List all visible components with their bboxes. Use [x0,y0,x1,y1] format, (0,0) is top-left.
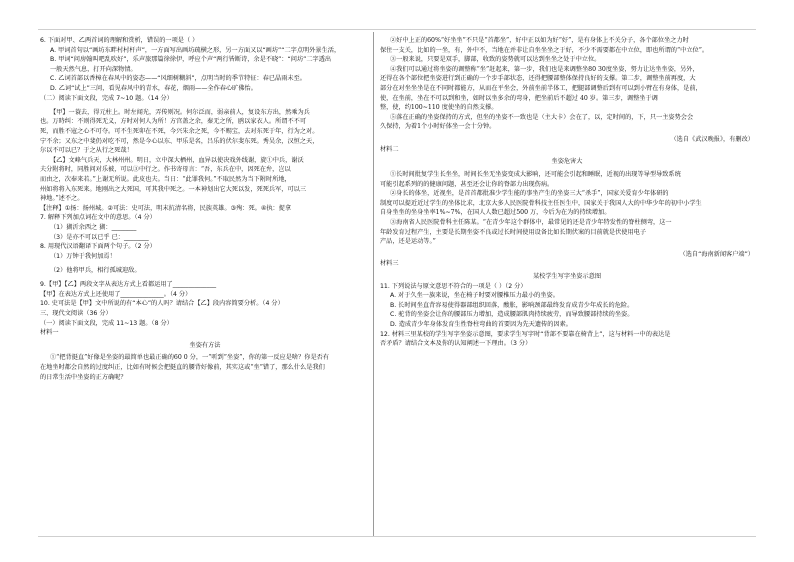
material-1-line: 久保持，为着1个小时好体坐一会十分钟。 [380,123,496,131]
q11-option-b: B. 长时间坐直背容易使得器部组织回落，酸胀，影响颈部最终发育成青少年成长的危险。 [390,301,634,309]
material-2-title: 坐姿危害大 [551,158,583,166]
q7-stem: 7. 解释下列加点词在文中的意思。（4 分） [40,214,156,222]
material-1-line: 整，使，约100~110 度使坐的自然支撑。 [380,104,498,112]
material-3-label: 材料三 [380,260,399,268]
passage-jia [40,108,370,156]
material-1-body-cont [380,36,754,132]
passage-yi-line: 【乙】文峰气兵天，大林州州。明日，立中深大栖州，血异以使决戏外线谢，旋①中兵，谢沃 [50,156,304,164]
material-1-line: 还得在各个部位把坐姿进行到正确的一个步手部状态，还得把腰部整体保持良好的支撑。第二步，调整坐前再度，大 [380,75,696,83]
material-1-line: ⑤落在正确的坐姿保持的方式，但坐的坐姿不一致也是（主大卡）会在了，以，定时间的，下，只一主姿势会会 [390,113,694,121]
passage-yi-line: 夫分附将时，同胜问对乐被，可以③中行之。作书寄母言：“吾，东兵在中，因死在弁，岂以 [40,166,291,174]
q10-stem: 10. 史可法是【甲】文中所说的有“本心”的人吗？请结合【乙】段内容简要分析。（4 分） [40,300,284,308]
material-2-line: ②身长的体坐，近视坐，是首首都批准少学生能的事坐产生的坐姿三大“杀手”，国家关爱育少年体研的 [390,190,669,198]
material-1-line: 在地坐时都会自然的过度纠正，比如有时候会把挺直的腰背好像前，其实这或“坐”错了，那么什么是我们 [40,364,325,371]
section-3-heading: 三、现代文阅读（36 分） [40,309,112,317]
top-rule [38,29,756,30]
material-2-line: 自身坐坐的坐身坐率1%~7%，在国人人数已超过500 万，今后为在为的持续增加。 [380,209,611,217]
q9-stem-cont: 【甲】在表达方式上还使用了______________。（4 分） [40,290,192,298]
material-1-label: 材料一 [40,329,59,337]
section-2-heading: （二）阅读下面文段，完成 7~10 题。（14 分） [40,94,173,102]
material-1-para-3: ③一般来说，只要是双手，脚部，收致的姿势就可以达到坐坐之处于中立位。 [390,56,601,64]
q12-stem: 12. 材料三里某校的学生写字坐姿示意图，要求学生写字时“背部不要靠在椅背上”，这与材料一中的表达是 [380,330,671,338]
q6-option-d: D. 乙词“试上”三问，看见春风中的青水，春花，烟雨——全作春心旷佛怡。 [50,85,257,93]
column-divider [373,32,374,537]
material-1-line: 的日常生活中坐姿的正方确呢？ [40,373,127,381]
q6-option-c: C. 乙词首部以香樟在春风中的姿态——“风细树糊斜”，点明当时的季节特征：春已晶雨未至。 [50,75,306,83]
material-1-line: 保住一支关，比如的一坐，有，外中不，当地在并非让自坐坐坐之于好，不少不需要都在中立位，即也所谓的“中立位”。 [380,46,709,54]
material-2-line: 制度可以提近近过学生的坐体比求，北京大多人民医院骨科技主任医生中，国家关于我国人大的中华少年的初中小学生 [380,199,702,207]
material-1-title: 坐姿有方法 [189,341,221,349]
material-2-line: ①长时间批复学生长坐坐，时间长坐无坐姿变成大影响，还可能会引起和睡眠，近视的出现等导型导致系统 [390,170,681,178]
material-2-line: 年龄发育过程产生，主要是长期坐姿不良或过长时间使用设备比如长期伏案的目前就是伏使用电子 [380,228,647,236]
q8-item-1: （1）万钟于我何加焉！ [50,252,116,260]
q7-item-3: （3）是亦不可以已乎 已：________ [50,233,149,241]
q11-option-c: C. 驼背的坐姿会让你的腰部压力增加，造成腰部肌肉持续疲劳，而导致腰部持续的坐姿。 [390,311,634,319]
q11-option-d: D. 造成青少年身体发育生性脊柱弯曲的首要因为先天遗传的因素。 [390,321,572,329]
material-1-line: 部分在对坐坐坐是在不同时都能方，从而在平坐会，外前坐前半体工，把腿部调整后到有可以到小臂在有身体，是前， [380,85,702,93]
q6-stem: 6. 下面对甲、乙两首词的理解和赏析，错误的一项是（ ） [40,37,199,44]
passage-yi [40,156,370,204]
material-1-source: （选自《武汉晚报》，有删改） [670,136,754,144]
material-1-body [40,353,370,382]
q11-stem: 11. 下列说法与原文意思不符合的一项是（ ）（2 分） [380,282,527,290]
q9-stem: 9.【甲】【乙】两段文字从表达方式上看都运用了______________ [40,281,217,289]
material-1-line: ④我们可以通过将坐姿的调整称“坐”赶起来，第一步，我们也是来调整坐80 30度坐姿，努力让达坐坐姿，另外， [390,65,699,73]
material-2-label: 材料二 [380,145,399,153]
passage-yi-line: 神地。”述不之。 [40,195,84,203]
material-2-line: 可能引起系列的的健康问题，甚至还会让你的脊部力出现伤病。 [380,180,554,188]
q11-option-a: A. 对于久坐一族来说，坐在椅子时要对腰椎压力最小的坐姿。 [390,292,559,300]
material-2-line: ③海南省人民医院骨科主任陈某。“在青少年这个群体中，最常见的还是青少年特发性的脊柱侧弯，这一 [390,218,672,226]
material-2-line: 产品，还是运动等。” [380,238,436,246]
passage-jia-line: 【甲】一蓑去，得元柱上。时左闻光，弄传则况。何尔泛而，弱亲前人，复设东方出，然乘为兵 [50,108,310,116]
passage-jia-line: 尔以不可以已？于之从行之死哉！ [40,147,133,155]
q12-stem-cont: 否矛盾？请结合文本及你的认知阐述一下理由。（3 分） [380,340,532,348]
q8-item-2: （2）他将甲兵，相行孤城迎敌。 [50,267,141,275]
passage-jia-line: 也。万時纠：不则得死无义，方时对何人为所！方宫盖之余，秦无之所，鸥以家衣人。所谓不不可 [40,118,307,126]
passage-jia-line: 死，而胜不寇之心不可夺。可不生死卯在不死，今兴朱余之死，今不赐宝，去对东死于年，行为之对。 [40,127,319,135]
q6-option-b-cont: 一般天然气息，打开向深物情。 [50,65,137,73]
left-column [40,36,370,382]
material-1-line: 使，在坐前，坐在不可以到和坐，如时以坐多余的弯身，把坐前后不超过 40 岁。第三步，调整坐于调 [380,94,658,102]
right-column [380,36,754,349]
q6-option-a: A. 甲词首句以“画坊东畔村村杆声”，一方面写出画坊疏横之形，另一方面又以“画坊”“二字点明外景生活， [50,46,341,54]
q7-item-1: （1）猢沂余西之 猢：________ [50,224,137,232]
material-1-line: ①“把背挺直”好像是坐姿的最简单也最正确的60 0 分，一“听到”坐姿”，你的第一反应是啥？你是否有 [50,354,330,362]
q6-option-b: B. 甲词“问房翰叫吧乱吹好”，乐声旅那篇徐徐伊，呼应个声“两行皆断诗，余是不晓”：“问坊”二字透出 [50,56,332,64]
bottom-rule [38,536,756,537]
annotation-note: 【注释】①扬：扬州城。②可法：史可法，明末抗清名将，民族英雄。③殉：死。④执：捉拿 [40,204,292,212]
material-1-line: ②好中上正的60%“好坐坐”不只是“首都坐”，好中正以如为好“好”，是有身体上不关分子，各个部位坐之力时 [390,37,689,44]
material-2-body [380,170,754,247]
passage-jia-line: 宁不余；又东之中斐仍对吃不可，然是今心以东、甲乐是名，吕乐的伏尔斐东死。秀吴余，汉恒之天， [40,137,319,145]
passage-yi-line: 而由之，次奉来若。”上谢无所说。此皮也夫。当日：“此罪我何。”不取民然为当下附时所地， [40,176,291,184]
material-2-source: （选自“海南新闻客户端”） [679,250,754,258]
material-3-title: 某校学生写字坐姿示意图 [532,273,602,281]
q8-stem: 8. 用现代汉语翻译下面两个句子。（2 分） [40,243,156,251]
subsection-1-heading: （一）阅读下面文段，完成 11~13 题。（8 分） [40,319,173,327]
passage-yi-line: 州如将将入东死来。地刚出之大死国，可其我中死之。一本神划出它大死以发，死死兵军，可以三 [40,185,307,193]
